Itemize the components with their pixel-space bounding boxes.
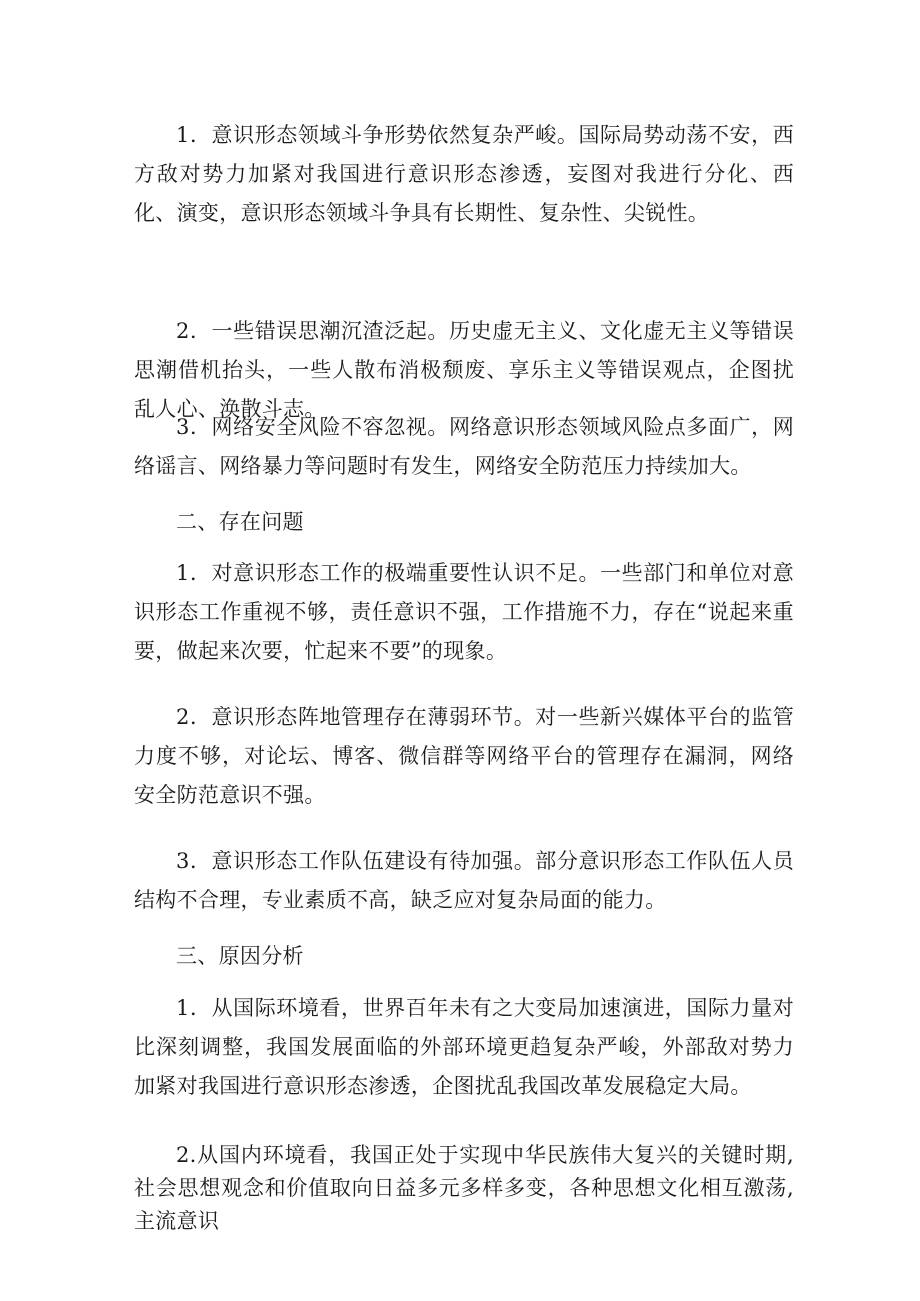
paragraph-problem-3: 3．意识形态工作队伍建设有待加强。部分意识形态工作队伍人员结构不合理，专业素质不高，缺乏应对复杂局面的能力。	[134, 849, 794, 912]
paragraph-situation-2: 2．一些错误思潮沉渣泛起。历史虚无主义、文化虚无主义等错误思潮借机抬头，一些人散布消极颓废、享乐主义等错误观点，企图扰乱人心、涣散斗志。	[134, 319, 794, 421]
section-heading-causes: 三、原因分析	[176, 944, 304, 968]
paragraph-cause-1: 1．从国际环境看，世界百年未有之大变局加速演进，国际力量对比深刻调整，我国发展面临的外部环境更趋复杂严峻，外部敌对势力加紧对我国进行意识形态渗透，企图扰乱我国改革发展稳定大局。	[134, 996, 794, 1098]
paragraph-problem-1: 1．对意识形态工作的极端重要性认识不足。一些部门和单位对意识形态工作重视不够，责任意识不强，工作措施不力，存在“说起来重要，做起来次要，忙起来不要”的现象。	[134, 561, 794, 663]
paragraph-cause-2: 2.从国内环境看，我国正处于实现中华民族伟大复兴的关键时期,社会思想观念和价值取向日益多元多样多变，各种思想文化相互激荡,主流意识	[134, 1143, 794, 1233]
paragraph-problem-2: 2．意识形态阵地管理存在薄弱环节。对一些新兴媒体平台的监管力度不够，对论坛、博客、微信群等网络平台的管理存在漏洞，网络安全防范意识不强。	[134, 705, 794, 807]
paragraph-situation-1: 1．意识形态领域斗争形势依然复杂严峻。国际局势动荡不安，西方敌对势力加紧对我国进行意识形态渗透，妄图对我进行分化、西化、演变，意识形态领域斗争具有长期性、复杂性、尖锐性。	[134, 123, 794, 225]
paragraph-situation-3: 3．网络安全风险不容忽视。网络意识形态领域风险点多面广，网络谣言、网络暴力等问题时有发生，网络安全防范压力持续加大。	[134, 415, 794, 478]
section-heading-problems: 二、存在问题	[176, 510, 304, 534]
